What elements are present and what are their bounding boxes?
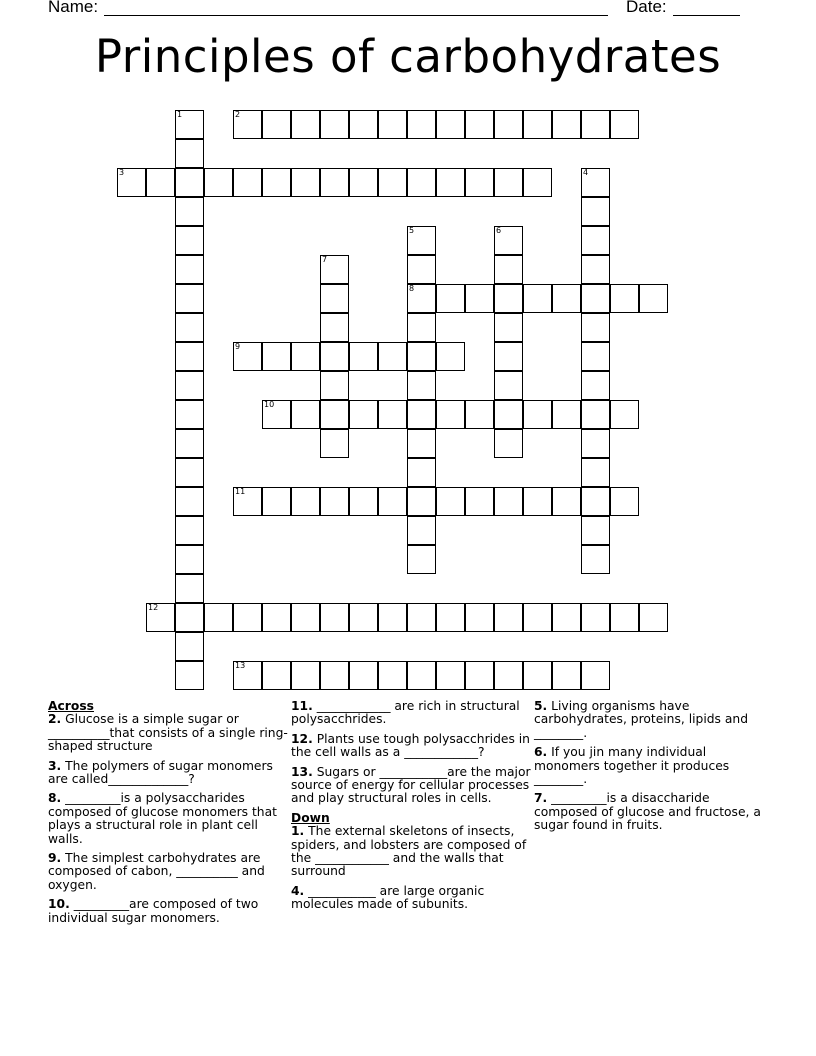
grid-cell[interactable] <box>407 110 436 139</box>
clue-across-3 <box>48 760 288 787</box>
name-label: Name: <box>48 0 99 16</box>
grid-cell[interactable] <box>233 487 262 516</box>
grid-cell[interactable] <box>291 168 320 197</box>
grid-cell[interactable] <box>523 284 552 313</box>
grid-cell[interactable] <box>262 342 291 371</box>
grid-cell[interactable] <box>465 487 494 516</box>
clue-across-11 <box>291 700 531 727</box>
clue-number-label: 8 <box>409 284 415 293</box>
clue-text: _________is a disaccharide composed of glucose and fructose, a sugar found in fruits. <box>534 791 761 833</box>
grid-cell[interactable] <box>349 342 378 371</box>
grid-cell[interactable] <box>407 255 436 284</box>
grid-cell[interactable] <box>378 661 407 690</box>
grid-cell[interactable] <box>349 487 378 516</box>
grid-cell[interactable] <box>581 458 610 487</box>
grid-cell[interactable] <box>320 313 349 342</box>
clue-number-label: 10 <box>264 400 275 409</box>
clue-number: 5. <box>534 699 548 713</box>
grid-cell[interactable] <box>610 284 639 313</box>
page-title: Principles of carbohydrates <box>94 30 722 83</box>
grid-cell[interactable] <box>407 168 436 197</box>
grid-cell[interactable] <box>436 284 465 313</box>
grid-cell[interactable] <box>552 487 581 516</box>
clue-number-label: 6 <box>496 226 502 235</box>
grid-cell[interactable] <box>378 110 407 139</box>
grid-cell[interactable] <box>436 110 465 139</box>
grid-cell[interactable] <box>581 342 610 371</box>
grid-cell[interactable] <box>407 429 436 458</box>
grid-cell[interactable] <box>581 110 610 139</box>
clue-number: 7. <box>534 791 548 806</box>
grid-cell[interactable] <box>581 545 610 574</box>
clue-number-label: 5 <box>409 226 415 235</box>
clues-column-1 <box>48 700 288 931</box>
grid-cell[interactable] <box>407 458 436 487</box>
grid-cell[interactable] <box>407 516 436 545</box>
clue-number-label: 2 <box>235 110 241 119</box>
grid-cell[interactable] <box>204 168 233 197</box>
clue-down-7 <box>534 792 774 832</box>
grid-cell[interactable] <box>291 400 320 429</box>
clue-down-6 <box>534 746 774 786</box>
grid-cell[interactable] <box>552 400 581 429</box>
grid-cell[interactable] <box>378 342 407 371</box>
grid-cell[interactable] <box>175 458 204 487</box>
grid-cell[interactable] <box>494 661 523 690</box>
grid-cell[interactable] <box>523 400 552 429</box>
clue-number-label: 4 <box>583 168 589 177</box>
clue-number: 1. <box>291 824 305 839</box>
grid-cell[interactable] <box>552 603 581 632</box>
clue-text: _________are composed of two individual sugar monomers. <box>48 897 259 925</box>
clue-number-label: 12 <box>148 603 159 612</box>
grid-cell[interactable] <box>320 661 349 690</box>
grid-cell[interactable] <box>610 603 639 632</box>
clue-text: Glucose is a simple sugar or __________that consists of a single ring-shaped structure <box>48 712 288 754</box>
grid-cell[interactable] <box>175 661 204 690</box>
grid-cell[interactable] <box>581 371 610 400</box>
grid-cell[interactable] <box>175 632 204 661</box>
clue-number: 8. <box>48 791 62 806</box>
grid-cell[interactable] <box>262 168 291 197</box>
grid-cell[interactable] <box>175 226 204 255</box>
grid-cell[interactable] <box>581 603 610 632</box>
grid-cell[interactable] <box>407 342 436 371</box>
grid-cell[interactable] <box>291 487 320 516</box>
grid-cell[interactable] <box>233 661 262 690</box>
grid-cell[interactable] <box>407 400 436 429</box>
grid-cell[interactable] <box>175 516 204 545</box>
clue-across-8 <box>48 792 288 846</box>
grid-cell[interactable] <box>175 400 204 429</box>
grid-cell[interactable] <box>436 342 465 371</box>
grid-cell[interactable] <box>494 168 523 197</box>
clue-text: The simplest carbohydrates are composed of cabon, __________ and oxygen. <box>48 851 265 892</box>
grid-cell[interactable] <box>552 661 581 690</box>
down-heading: Down <box>291 810 330 825</box>
clue-down-4 <box>291 885 531 912</box>
clue-number: 3. <box>48 758 62 773</box>
grid-cell[interactable] <box>436 400 465 429</box>
grid-cell[interactable] <box>378 168 407 197</box>
grid-cell[interactable] <box>523 168 552 197</box>
grid-cell[interactable] <box>262 110 291 139</box>
grid-cell[interactable] <box>378 400 407 429</box>
clue-across-12 <box>291 733 531 760</box>
grid-cell[interactable] <box>378 487 407 516</box>
grid-cell[interactable] <box>175 313 204 342</box>
grid-cell[interactable] <box>233 110 262 139</box>
clue-number: 12. <box>291 731 313 746</box>
clues-column-2 <box>291 700 531 918</box>
grid-cell[interactable] <box>320 487 349 516</box>
clue-text: Living organisms have carbohydrates, proteins, lipids and ________. <box>534 699 749 740</box>
grid-cell[interactable] <box>233 342 262 371</box>
grid-cell[interactable] <box>320 371 349 400</box>
clue-number-label: 7 <box>322 255 328 264</box>
clue-number-label: 1 <box>177 110 183 119</box>
grid-cell[interactable] <box>436 168 465 197</box>
grid-cell[interactable] <box>465 168 494 197</box>
grid-cell[interactable] <box>581 168 610 197</box>
grid-cell[interactable] <box>465 284 494 313</box>
grid-cell[interactable] <box>320 168 349 197</box>
grid-cell[interactable] <box>581 400 610 429</box>
grid-cell[interactable] <box>291 661 320 690</box>
clue-text: ____________ are rich in structural polysacchrides. <box>291 699 520 727</box>
grid-cell[interactable] <box>291 110 320 139</box>
grid-cell[interactable] <box>581 284 610 313</box>
grid-cell[interactable] <box>349 168 378 197</box>
grid-cell[interactable] <box>175 110 204 139</box>
clue-text: The polymers of sugar monomers are called_____________? <box>48 758 273 787</box>
grid-cell[interactable] <box>175 284 204 313</box>
grid-cell[interactable] <box>581 487 610 516</box>
clue-number-label: 3 <box>119 168 125 177</box>
grid-cell[interactable] <box>552 110 581 139</box>
grid-cell[interactable] <box>494 342 523 371</box>
grid-cell[interactable] <box>291 603 320 632</box>
grid-cell[interactable] <box>465 110 494 139</box>
grid-cell[interactable] <box>436 603 465 632</box>
grid-cell[interactable] <box>320 429 349 458</box>
grid-cell[interactable] <box>465 661 494 690</box>
grid-cell[interactable] <box>494 284 523 313</box>
grid-cell[interactable] <box>581 255 610 284</box>
clue-number: 10. <box>48 897 70 912</box>
across-heading: Across <box>48 699 94 713</box>
grid-cell[interactable] <box>320 400 349 429</box>
grid-cell[interactable] <box>262 603 291 632</box>
grid-cell[interactable] <box>175 487 204 516</box>
grid-cell[interactable] <box>407 226 436 255</box>
clue-text: The external skeletons of insects, spiders, and lobsters are composed of the ____________ and the walls that surround <box>291 824 527 879</box>
grid-cell[interactable] <box>494 313 523 342</box>
grid-cell[interactable] <box>349 110 378 139</box>
grid-cell[interactable] <box>175 371 204 400</box>
grid-cell[interactable] <box>378 603 407 632</box>
grid-cell[interactable] <box>175 574 204 603</box>
grid-cell[interactable] <box>175 603 204 632</box>
grid-cell[interactable] <box>233 603 262 632</box>
grid-cell[interactable] <box>320 255 349 284</box>
grid-cell[interactable] <box>204 603 233 632</box>
grid-cell[interactable] <box>494 371 523 400</box>
clue-text: Sugars or ___________are the major source of energy for cellular processes and play structural roles in cells. <box>291 764 531 806</box>
grid-cell[interactable] <box>407 545 436 574</box>
grid-cell[interactable] <box>494 226 523 255</box>
grid-cell[interactable] <box>610 110 639 139</box>
clue-across-9 <box>48 852 288 892</box>
grid-cell[interactable] <box>407 661 436 690</box>
grid-cell[interactable] <box>494 487 523 516</box>
clue-number-label: 13 <box>235 661 246 670</box>
clue-text: If you jin many individual monomers together it produces ________. <box>534 745 730 787</box>
grid-cell[interactable] <box>262 400 291 429</box>
grid-cell[interactable] <box>436 661 465 690</box>
grid-cell[interactable] <box>465 400 494 429</box>
clue-text: _________is a polysaccharides composed of glucose monomers that plays a structural role in plant cell walls. <box>48 791 277 846</box>
grid-cell[interactable] <box>581 226 610 255</box>
grid-cell[interactable] <box>320 110 349 139</box>
grid-cell[interactable] <box>494 400 523 429</box>
clue-number: 4. <box>291 883 305 898</box>
clue-number: 13. <box>291 764 313 779</box>
grid-cell[interactable] <box>407 603 436 632</box>
clues-column-3 <box>534 700 774 839</box>
grid-cell[interactable] <box>320 284 349 313</box>
grid-cell[interactable] <box>175 139 204 168</box>
grid-cell[interactable] <box>349 661 378 690</box>
grid-cell[interactable] <box>146 168 175 197</box>
grid-cell[interactable] <box>262 661 291 690</box>
grid-cell[interactable] <box>610 400 639 429</box>
clue-number-label: 11 <box>235 487 246 496</box>
grid-cell[interactable] <box>523 110 552 139</box>
grid-cell[interactable] <box>320 342 349 371</box>
grid-cell[interactable] <box>523 603 552 632</box>
grid-cell[interactable] <box>436 487 465 516</box>
grid-cell[interactable] <box>494 429 523 458</box>
grid-cell[interactable] <box>175 255 204 284</box>
grid-cell[interactable] <box>320 603 349 632</box>
grid-cell[interactable] <box>581 661 610 690</box>
grid-cell[interactable] <box>233 168 262 197</box>
grid-cell[interactable] <box>494 603 523 632</box>
grid-cell[interactable] <box>523 661 552 690</box>
grid-cell[interactable] <box>349 603 378 632</box>
grid-cell[interactable] <box>175 168 204 197</box>
clue-down-1 <box>291 825 531 879</box>
grid-cell[interactable] <box>581 516 610 545</box>
clue-number: 2. <box>48 712 62 727</box>
grid-cell[interactable] <box>494 255 523 284</box>
grid-cell[interactable] <box>407 284 436 313</box>
clue-text: Plants use tough polysacchrides in the cell walls as a ____________? <box>291 731 530 760</box>
grid-cell[interactable] <box>552 284 581 313</box>
grid-cell[interactable] <box>465 603 494 632</box>
grid-cell[interactable] <box>523 487 552 516</box>
grid-cell[interactable] <box>117 168 146 197</box>
grid-cell[interactable] <box>175 545 204 574</box>
grid-cell[interactable] <box>581 197 610 226</box>
clue-number: 11. <box>291 699 313 713</box>
grid-cell[interactable] <box>349 400 378 429</box>
grid-cell[interactable] <box>146 603 175 632</box>
grid-cell[interactable] <box>175 429 204 458</box>
clue-down-5 <box>534 700 774 740</box>
clue-across-10 <box>48 898 288 925</box>
grid-cell[interactable] <box>494 110 523 139</box>
clue-text: ___________ are large organic molecules made of subunits. <box>291 883 485 912</box>
grid-cell[interactable] <box>291 342 320 371</box>
grid-cell[interactable] <box>581 429 610 458</box>
grid-cell[interactable] <box>639 284 668 313</box>
grid-cell[interactable] <box>175 197 204 226</box>
clue-number-label: 9 <box>235 342 241 351</box>
clue-number: 6. <box>534 745 548 760</box>
grid-cell[interactable] <box>407 487 436 516</box>
grid-cell[interactable] <box>581 313 610 342</box>
grid-cell[interactable] <box>407 371 436 400</box>
clue-across-2 <box>48 713 288 753</box>
grid-cell[interactable] <box>610 487 639 516</box>
grid-cell[interactable] <box>175 342 204 371</box>
date-label: Date: <box>626 0 667 16</box>
grid-cell[interactable] <box>262 487 291 516</box>
clue-across-13 <box>291 766 531 806</box>
grid-cell[interactable] <box>407 313 436 342</box>
clue-number: 9. <box>48 851 62 866</box>
grid-cell[interactable] <box>639 603 668 632</box>
